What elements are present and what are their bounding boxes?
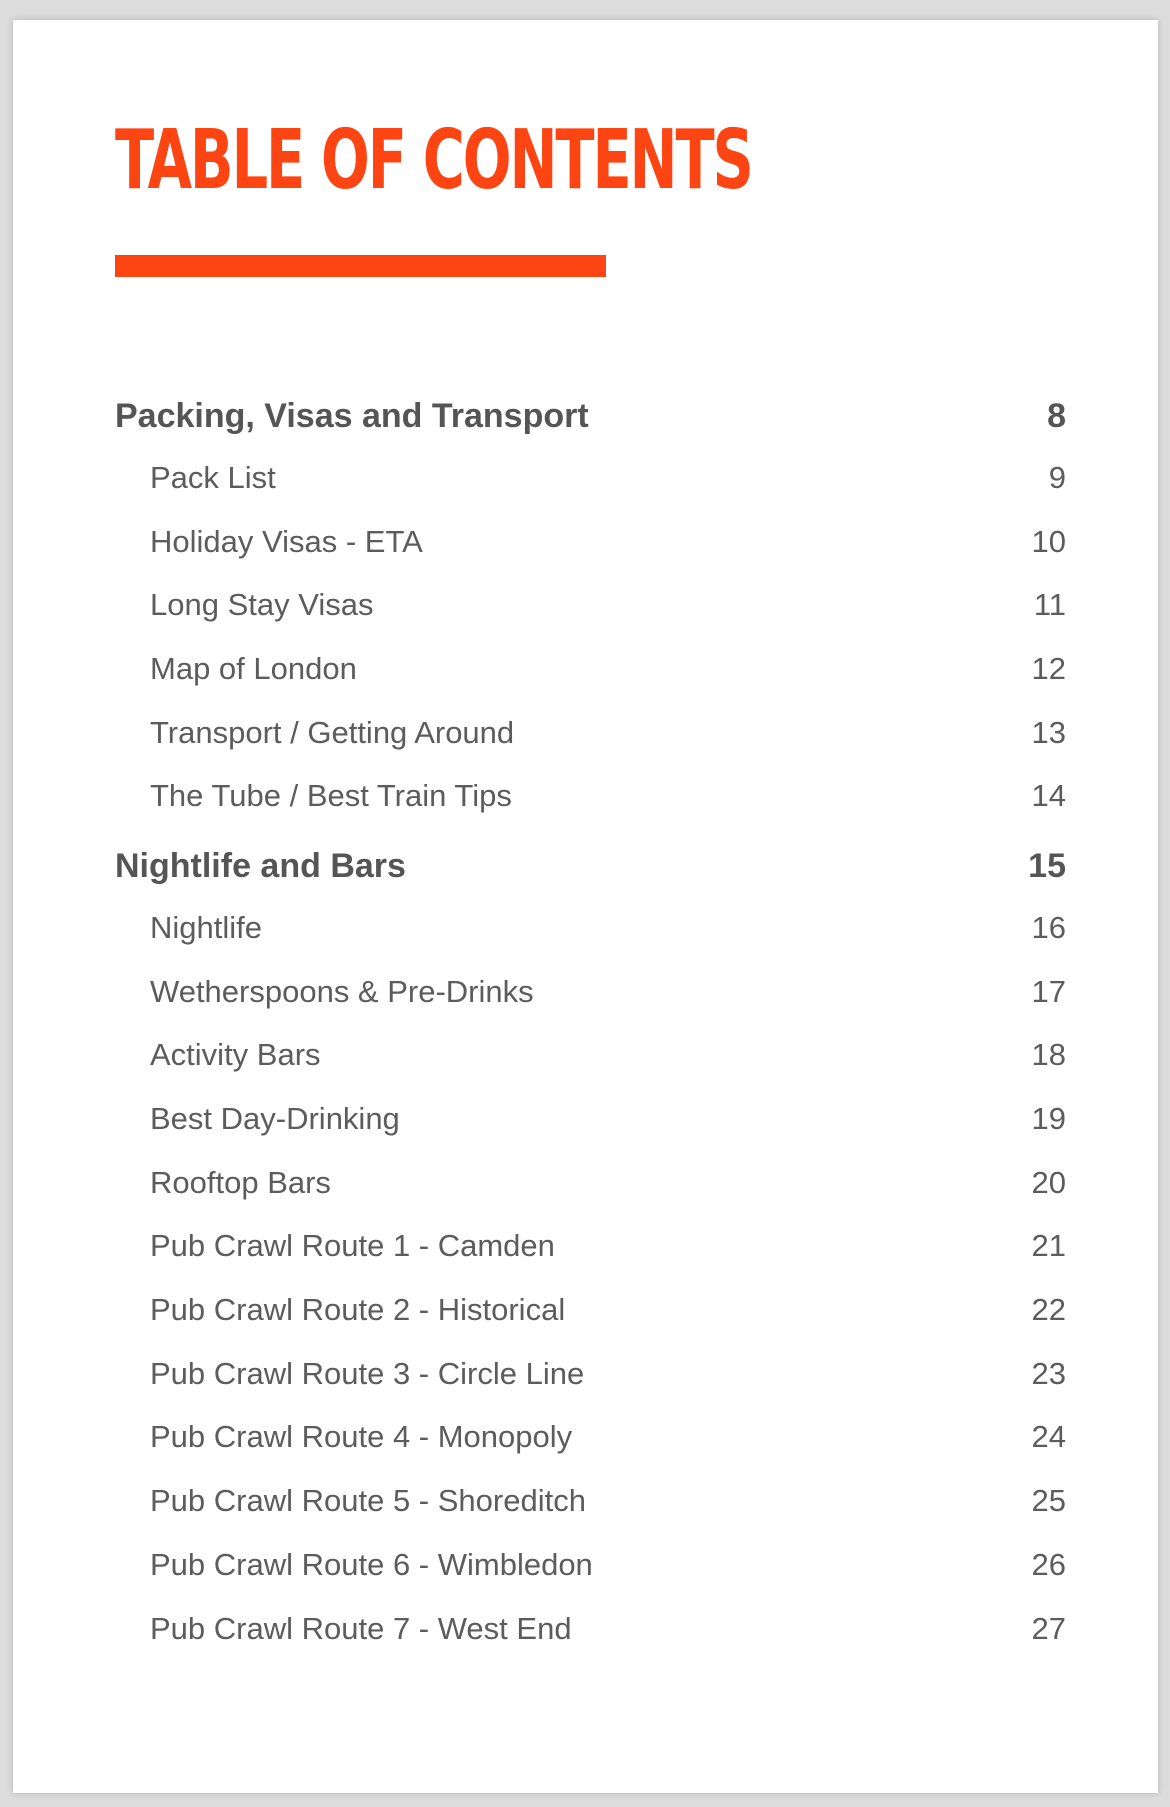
toc-entry[interactable] <box>115 1406 1066 1470</box>
toc-entry-page: 18 <box>1031 1037 1066 1073</box>
toc-entry[interactable] <box>115 764 1066 828</box>
section-page-number: 15 <box>1028 846 1066 885</box>
toc-entry[interactable] <box>115 701 1066 765</box>
toc-entry-label: Holiday Visas - ETA <box>150 523 423 559</box>
toc-entry-page: 21 <box>1031 1228 1066 1264</box>
toc-entry-label: Pack List <box>150 459 276 495</box>
toc-entry-page: 25 <box>1031 1483 1066 1519</box>
toc-entry-page: 11 <box>1033 587 1066 623</box>
toc-section-nightlife <box>115 836 1066 1660</box>
toc-entry-label: Best Day-Drinking <box>150 1101 400 1137</box>
toc-entry-label: Wetherspoons & Pre-Drinks <box>150 973 534 1009</box>
page-title: TABLE OF CONTENTS <box>115 113 752 208</box>
toc-entry[interactable] <box>115 896 1066 960</box>
toc-entry-label: Pub Crawl Route 4 - Monopoly <box>150 1419 573 1455</box>
toc-entry[interactable] <box>115 1278 1066 1342</box>
toc-entry[interactable] <box>115 960 1066 1024</box>
toc-entry-page: 19 <box>1031 1101 1066 1137</box>
toc-entry-page: 23 <box>1031 1355 1066 1391</box>
toc-entry[interactable] <box>115 637 1066 701</box>
toc-entry[interactable] <box>115 446 1066 510</box>
section-heading-label: Packing, Visas and Transport <box>115 396 589 435</box>
toc-entry-page: 10 <box>1031 523 1066 559</box>
toc-entry[interactable] <box>115 510 1066 574</box>
toc-entry[interactable] <box>115 573 1066 637</box>
toc-entry-label: The Tube / Best Train Tips <box>150 778 512 814</box>
toc-entry[interactable] <box>115 1024 1066 1088</box>
toc-entry-page: 17 <box>1031 973 1066 1009</box>
toc-entry-page: 16 <box>1031 909 1066 945</box>
toc-entry-label: Pub Crawl Route 2 - Historical <box>150 1292 566 1328</box>
toc-entry-label: Long Stay Visas <box>150 587 374 623</box>
toc-entry-label: Rooftop Bars <box>150 1164 331 1200</box>
toc-entry[interactable] <box>115 1342 1066 1406</box>
section-heading-label: Nightlife and Bars <box>115 846 406 885</box>
toc-entry-label: Pub Crawl Route 7 - West End <box>150 1610 572 1646</box>
toc-entry-page: 12 <box>1031 650 1066 686</box>
section-heading-row[interactable] <box>115 386 1066 446</box>
toc-entry-label: Transport / Getting Around <box>150 714 515 750</box>
table-of-contents <box>115 386 1066 1660</box>
toc-entry[interactable] <box>115 1087 1066 1151</box>
toc-entry[interactable] <box>115 1533 1066 1597</box>
toc-entry-page: 13 <box>1031 714 1066 750</box>
toc-entry[interactable] <box>115 1151 1066 1215</box>
toc-entry-page: 27 <box>1031 1610 1066 1646</box>
toc-entry[interactable] <box>115 1597 1066 1661</box>
toc-entry-page: 26 <box>1031 1546 1066 1582</box>
toc-entry-page: 14 <box>1031 778 1066 814</box>
toc-entry[interactable] <box>115 1469 1066 1533</box>
toc-entry-page: 9 <box>1048 459 1066 495</box>
toc-entry-page: 24 <box>1031 1419 1066 1455</box>
toc-entry-label: Pub Crawl Route 3 - Circle Line <box>150 1355 585 1391</box>
toc-entry-label: Pub Crawl Route 6 - Wimbledon <box>150 1546 593 1582</box>
toc-entry-label: Pub Crawl Route 1 - Camden <box>150 1228 555 1264</box>
toc-entry-label: Map of London <box>150 650 357 686</box>
section-page-number: 8 <box>1047 396 1066 435</box>
document-page <box>13 20 1158 1793</box>
toc-entry-page: 22 <box>1031 1292 1066 1328</box>
toc-entry-label: Pub Crawl Route 5 - Shoreditch <box>150 1483 586 1519</box>
title-underline-bar <box>115 255 606 277</box>
toc-entry-label: Activity Bars <box>150 1037 321 1073</box>
toc-entry-label: Nightlife <box>150 909 262 945</box>
toc-section-packing <box>115 386 1066 828</box>
toc-entry-page: 20 <box>1031 1164 1066 1200</box>
toc-entry[interactable] <box>115 1215 1066 1279</box>
section-heading-row[interactable] <box>115 836 1066 896</box>
